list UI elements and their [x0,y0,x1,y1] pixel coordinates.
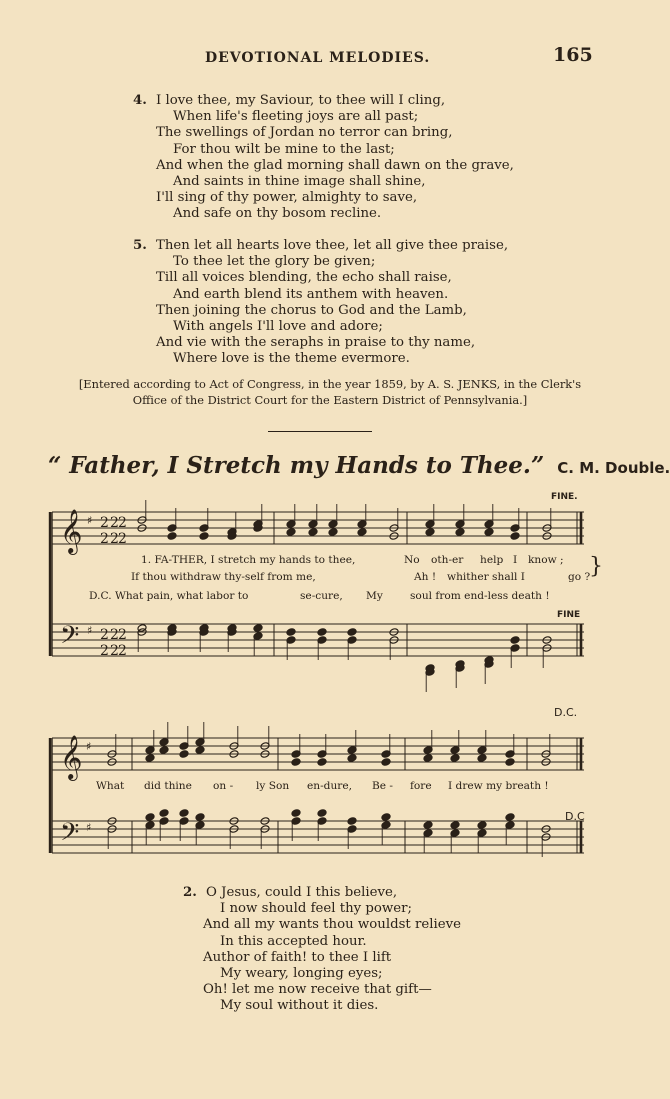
notehead [450,821,460,830]
lyric: help [480,554,504,566]
treble-clef-icon: 𝄞 [60,735,83,779]
lyric: se-cure, [300,590,343,602]
copyright-line: [Entered according to Act of Congress, in the year 1859, by A. S. JENKS, in the Clerk's [78,377,582,391]
verse-line: In this accepted hour. [220,933,367,949]
copyright-line: Office of the District Court for the Eastern District of Pennsylvania.] [132,393,528,407]
notehead [347,628,357,637]
verse-line: I now should feel thy power; [220,901,412,917]
verse-line: When life's fleeting joys are all past; [173,109,419,125]
hymn-meter: C. M. Double. [557,459,670,477]
lyric: 1. FA-THER, I stretch my hands to thee, [141,554,356,566]
notehead [317,628,327,637]
verse-line: And all my wants thou wouldst relieve [203,917,461,933]
verse-2 [183,885,461,1015]
notehead [328,528,338,537]
notehead [291,758,301,767]
lyric: oth-er [431,554,464,566]
lyric: on - [213,780,234,792]
page-number: 165 [553,44,593,66]
notehead [381,758,391,767]
lyric: know ; [528,554,564,566]
verse-line: Oh! let me now receive that gift— [203,982,432,998]
lyric: Ah ! [414,571,437,583]
verse-line: For thou wilt be mine to the last; [173,141,395,157]
verse-line: And earth blend its anthem with heaven. [173,286,449,302]
sharp-icon: ♯ [87,624,93,637]
notehead [381,813,391,822]
lyric: en-dure, [307,780,352,792]
verse-line: To thee let the glory be given; [173,254,376,270]
verse-line: I'll sing of thy power, almighty to save, [156,190,418,206]
bass-clef-icon: 𝄢 [60,621,80,656]
verse-number: 2. [183,885,197,900]
notehead [286,528,296,537]
lyric: ly Son [256,780,290,792]
notehead [179,750,189,759]
notehead [317,809,327,818]
lyric: soul from end-less death ! [410,590,550,602]
verse-line: My weary, longing eyes; [220,966,383,982]
verse-line: With angels I'll love and adore; [173,319,383,335]
notehead [347,817,357,826]
lyric: I [513,554,518,566]
fine-mark: FINE. [551,492,578,502]
notehead [317,758,327,767]
notehead [291,809,301,818]
notehead [145,754,155,763]
notehead [357,528,367,537]
verse-line: I love thee, my Saviour, to thee will I cling, [156,93,446,108]
time-signature: 2 [118,531,127,547]
notehead [455,528,465,537]
sharp-icon: ♯ [86,740,92,753]
verse-line: Then let all hearts love thee, let all give thee praise, [156,238,509,253]
notehead [347,754,357,763]
verse-line: And when the glad morning shall dawn on the grave, [156,157,514,173]
lyric: My [366,590,383,602]
notehead [167,532,177,541]
time-signature: 2 [118,627,127,643]
hymn-title: “ Father, I Stretch my Hands to Thee.” [48,452,545,479]
verse-line: Where love is the theme evermore. [173,351,410,367]
time-signature: 2 [110,515,119,531]
sharp-icon: ♯ [87,514,93,527]
notehead [510,636,520,645]
lyric: whither shall I [447,571,525,583]
lyric: D.C. What pain, what labor to [89,590,249,602]
notehead [253,624,263,633]
verse-line: My soul without it dies. [220,998,379,1014]
dc-mark-lower: D.C [565,810,585,823]
lyric: fore [410,780,432,792]
sharp-icon: ♯ [86,821,92,834]
verse-line: Till all voices blending, the echo shall raise, [156,270,452,286]
lyric: What [96,780,125,792]
time-signature: 2 [118,515,127,531]
notehead [477,821,487,830]
dc-mark: D.C. [554,706,578,719]
time-signature: 2 [110,627,119,643]
time-signature: 2 [110,531,119,547]
notehead [505,813,515,822]
notehead [195,813,205,822]
bass-clef-icon: 𝄢 [60,818,80,853]
fine-mark-lower: FINE [557,610,581,620]
notehead [159,746,169,755]
notehead [195,746,205,755]
notehead [484,528,494,537]
notehead [423,821,433,830]
verse-line: And safe on thy bosom recline. [173,206,382,222]
running-title: DEVOTIONAL MELODIES. [205,50,431,66]
time-signature: 2 [100,643,109,659]
verse-line: Then joining the chorus to God and the Lamb, [156,302,467,318]
verse-line: The swellings of Jordan no terror can bring, [156,125,453,141]
time-signature: 2 [100,531,109,547]
verse-line: O Jesus, could I this believe, [206,885,398,900]
time-signature: 2 [100,627,109,643]
notehead [199,532,209,541]
notehead [425,528,435,537]
time-signature: 2 [100,515,109,531]
notehead [477,754,487,763]
lyric: go ? [568,571,591,583]
notehead [505,758,515,767]
notehead [159,809,169,818]
verse-number: 5. [133,238,147,253]
notehead [510,532,520,541]
verse-number: 4. [133,93,147,108]
verse-line: And vie with the seraphs in praise to thy name, [156,335,476,351]
lyric: did thine [144,780,192,792]
lyric: No [404,554,420,566]
notehead [423,754,433,763]
verse-line: Author of faith! to thee I lift [203,949,392,965]
treble-clef-icon: 𝄞 [60,509,83,553]
lyric: I drew my breath ! [448,780,549,792]
brace-icon: } [589,554,603,579]
notehead [145,813,155,822]
verse-line: And saints in thine image shall shine, [173,174,426,190]
notehead [286,628,296,637]
notehead [450,754,460,763]
time-signature: 2 [118,643,127,659]
lyric: Be - [372,780,394,792]
notehead [308,528,318,537]
notehead [179,809,189,818]
lyric: If thou withdraw thy-self from me, [131,571,316,583]
time-signature: 2 [110,643,119,659]
